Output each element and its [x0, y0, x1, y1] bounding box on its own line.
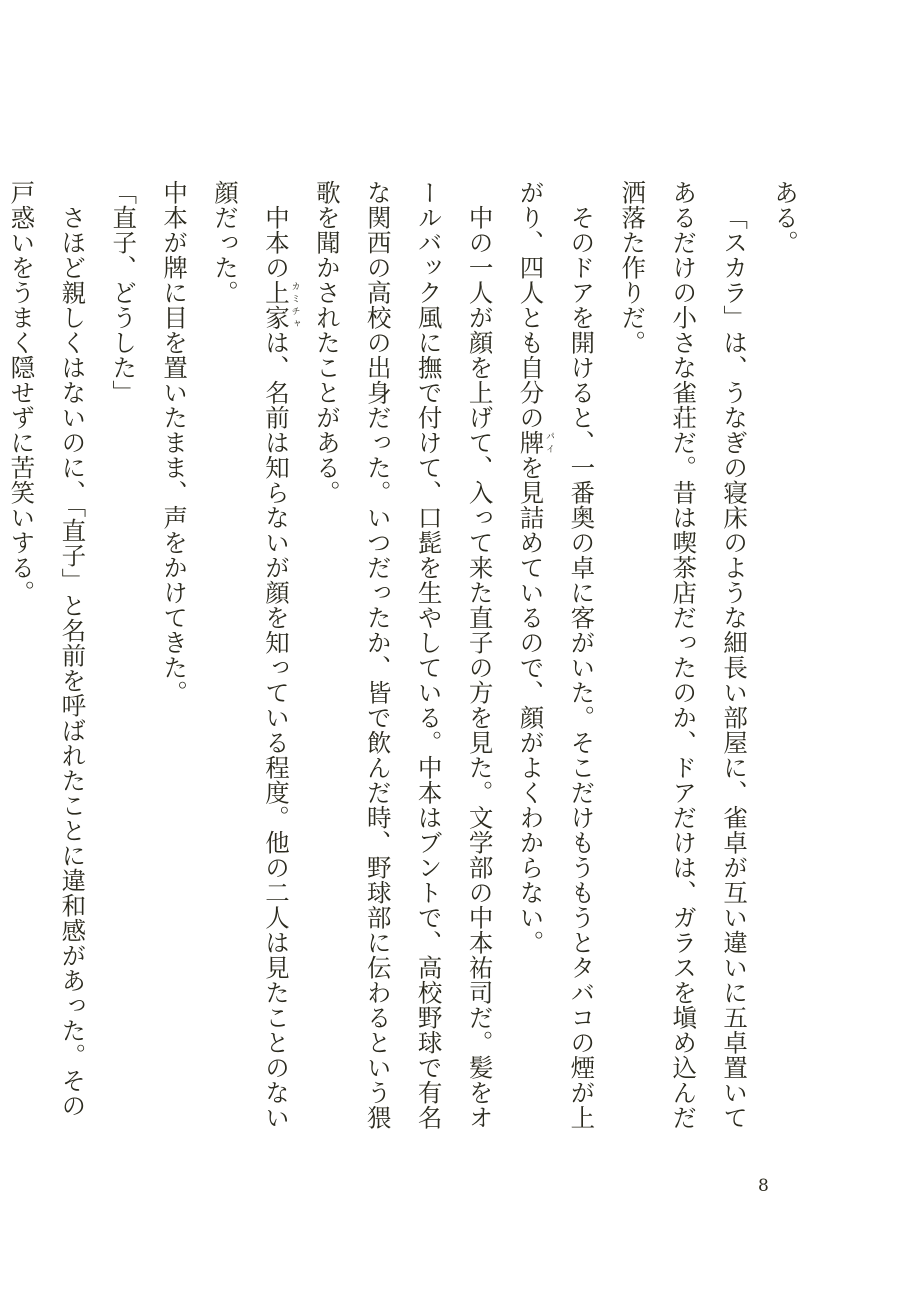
paragraph-text: 中本の	[261, 204, 291, 280]
ruby-base: 牌	[516, 430, 546, 455]
ruby-base: 上家	[261, 279, 291, 330]
paragraph	[759, 180, 810, 1140]
ruby-reading: パイ	[543, 430, 554, 455]
ruby-kamicha	[261, 279, 300, 330]
ruby-reading: カミチャ	[289, 279, 300, 330]
page-number: 8	[758, 1176, 769, 1196]
paragraph	[199, 180, 301, 1140]
paragraph-text: 「スカラ」は、うなぎの寝床のような細長い部屋に、雀卓が互い違いに五卓置いてあるだけの小さな雀荘だ。昔は喫茶店だったのか、ドアだけは、ガラスを塡め込んだ洒落た作りだ。	[618, 180, 750, 1130]
paragraph	[606, 180, 759, 1140]
dialogue-line	[97, 180, 148, 1140]
paragraph-text: は、名前は知らないが顔を知っている程度。他の二人は見たことのない顔だった。	[211, 180, 291, 1130]
paragraph	[301, 180, 505, 1140]
paragraph	[505, 180, 607, 1140]
paragraph-text: を見詰めているので、顔がよくわからない。	[516, 455, 546, 955]
paragraph-text: さほど親しくはないのに、「直子」と名前を呼ばれたことに違和感があった。その戸惑いをうまく隠せずに苦笑いする。	[7, 180, 88, 1118]
paragraph	[0, 180, 97, 1140]
paragraph-text: ある。	[771, 180, 800, 255]
ruby-pai	[516, 430, 554, 455]
paragraph-text: そのドアを開けると、一番奥の卓に客がいた。そこだけもうもうとタバコの煙が上がり、四人とも自分の	[516, 180, 597, 1130]
paragraph-text: 中本が牌に目を置いたまま、声をかけてきた。	[160, 180, 190, 705]
dialogue-text: 「直子、どうした」	[109, 180, 139, 405]
paragraph	[148, 180, 199, 1140]
vertical-text-body	[7, 180, 810, 1140]
paragraph-text: 中の一人が顔を上げて、入って来た直子の方を見た。文学部の中本祐司だ。髪をオールバック風に撫で付けて、口髭を生やしている。中本はブントで、高校野球で有名な関西の高校の出身だった。いつだったか、皆で飲んだ時、野球部に伝わるという猥歌を聞かされたことがある。	[312, 180, 495, 1130]
